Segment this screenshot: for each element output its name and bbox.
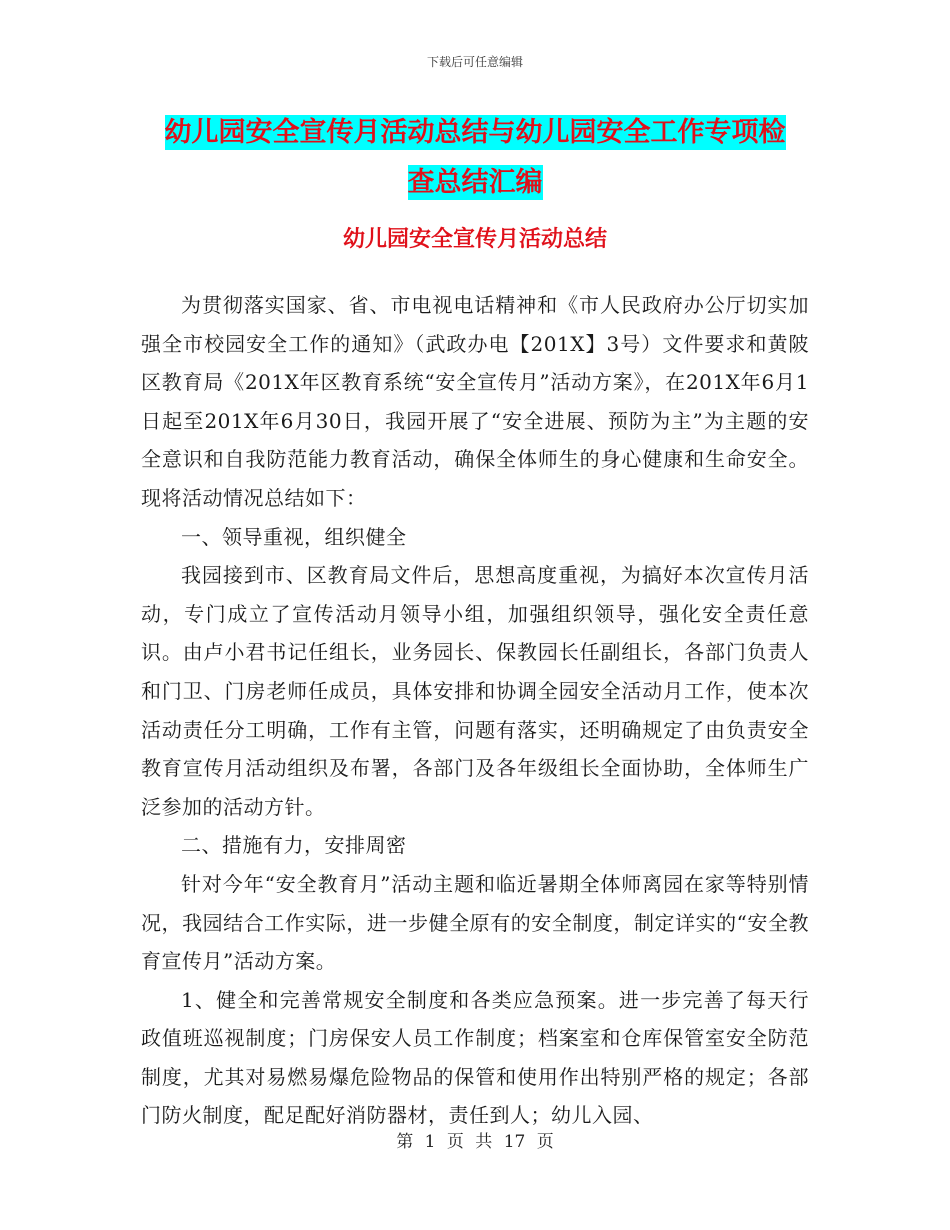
heading-measures: 二、措施有力，安排周密 (181, 833, 407, 858)
header-note: 下载后可任意编辑 (426, 55, 523, 69)
heading-leadership: 一、领导重视，组织健全 (181, 524, 407, 549)
paragraph-measures: 针对今年“安全教育月”活动主题和临近暑期全体师离园在家等特别情况，我园结合工作实际，进一步健全原有的安全制度，制定详实的“安全教育宣传月”活动方案。 (141, 871, 809, 974)
section-title: 幼儿园安全宣传月活动总结 (342, 227, 607, 252)
document-title (140, 108, 810, 208)
document-title-line-1: 幼儿园安全宣传月活动总结与幼儿园安全工作专项检 (164, 117, 786, 148)
paragraph-leadership: 我园接到市、区教育局文件后，思想高度重视，为搞好本次宣传月活动，专门成立了宣传活动月领导小组，加强组织领导，强化安全责任意识。由卢小君书记任组长，业务园长、保教园长任副组长，各部门负责人和门卫、门房老师任成员，具体安排和协调全园安全活动月工作，使本次活动责任分工明确，工作有主管，问题有落实，还明确规定了由负责安全教育宣传月活动组织及布署，各部门及各年级组长全面协助，全体师生广泛参加的活动方针。 (141, 563, 809, 819)
body-text (141, 286, 809, 1135)
paragraph-intro: 为贯彻落实国家、省、市电视电话精神和《市人民政府办公厅切实加强全市校园安全工作的通知》（武政办电【201X】3号）文件要求和黄陂区教育局《201X年区教育系统“安全宣传月”活动方案》，在201X年6月1日起至201X年6月30日，我园开展了“安全进展、预防为主”为主题的安全意识和自我防范能力教育活动，确保全体师生的身心健康和生命安全。现将活动情况总结如下： (141, 293, 809, 510)
paragraph-rules: 1、健全和完善常规安全制度和各类应急预案。进一步完善了每天行政值班巡视制度；门房保安人员工作制度；档案室和仓库保管室安全防范制度，尤其对易燃易爆危险物品的保管和使用作出特别严格的规定；各部门防火制度，配足配好消防器材，责任到人；幼儿入园、 (141, 987, 809, 1128)
page-footer: 第 1 页 共 17 页 (396, 1132, 554, 1152)
document-title-line-2: 查总结汇编 (407, 167, 543, 198)
